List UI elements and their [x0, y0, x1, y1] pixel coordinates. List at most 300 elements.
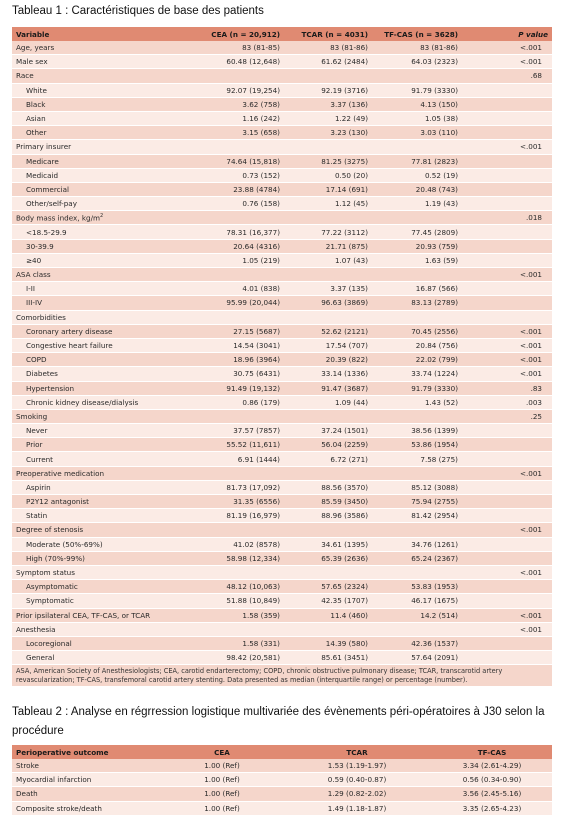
tcar-value — [284, 310, 372, 324]
table-row — [12, 367, 552, 381]
p-value: <.001 — [462, 608, 552, 622]
tcar-value: 20.39 (822) — [284, 353, 372, 367]
cea-value: 0.73 (152) — [190, 168, 284, 182]
tfcas-value: 3.34 (2.61-4.29) — [432, 759, 552, 773]
table-row — [12, 509, 552, 523]
cea-value: 98.42 (20,581) — [190, 651, 284, 665]
row-label: Degree of stenosis — [12, 523, 190, 537]
tfcas-value: 3.03 (110) — [372, 126, 462, 140]
tfcas-value: 77.81 (2823) — [372, 154, 462, 168]
row-label: Comorbidities — [12, 310, 190, 324]
table-row — [12, 140, 552, 154]
cea-value — [190, 211, 284, 225]
p-value: .25 — [462, 409, 552, 423]
tcar-value: 33.14 (1336) — [284, 367, 372, 381]
p-value — [462, 168, 552, 182]
table-row — [12, 452, 552, 466]
table-row — [12, 154, 552, 168]
cea-value: 20.64 (4316) — [190, 239, 284, 253]
tfcas-value: 83.13 (2789) — [372, 296, 462, 310]
table-row — [12, 268, 552, 282]
tfcas-value — [372, 409, 462, 423]
p-value: <.001 — [462, 367, 552, 381]
tcar-value — [284, 268, 372, 282]
tfcas-value: 38.56 (1399) — [372, 424, 462, 438]
tfcas-value: 1.05 (38) — [372, 111, 462, 125]
cea-value — [190, 622, 284, 636]
tcar-value: 37.24 (1501) — [284, 424, 372, 438]
table-row — [12, 253, 552, 267]
cea-value: 1.00 (Ref) — [162, 801, 282, 815]
table-row — [12, 310, 552, 324]
row-label: Male sex — [12, 55, 190, 69]
table-row — [12, 111, 552, 125]
p-value — [462, 111, 552, 125]
tfcas-value: 64.03 (2323) — [372, 55, 462, 69]
p-value — [462, 282, 552, 296]
row-label: Symptomatic — [12, 594, 190, 608]
cea-value: 1.58 (359) — [190, 608, 284, 622]
table-row — [12, 126, 552, 140]
row-label: ASA class — [12, 268, 190, 282]
tfcas-value — [372, 565, 462, 579]
cea-value: 1.16 (242) — [190, 111, 284, 125]
tfcas-value — [372, 268, 462, 282]
tcar-value — [284, 622, 372, 636]
tfcas-value: 91.79 (3330) — [372, 381, 462, 395]
tcar-value — [284, 523, 372, 537]
table1-header-row — [12, 27, 552, 41]
row-label: P2Y12 antagonist — [12, 495, 190, 509]
row-label-text: Body mass index, kg/m — [16, 213, 100, 223]
p-value — [462, 97, 552, 111]
row-label: ≥40 — [12, 253, 190, 267]
cea-value — [190, 268, 284, 282]
table-row — [12, 395, 552, 409]
p-value — [462, 182, 552, 196]
cea-value — [190, 69, 284, 83]
p-value: <.001 — [462, 466, 552, 480]
table2-caption: Tableau 2 : Analyse en régrression logistique multivariée des évènements péri-opératoires à J30 selon la procédure — [12, 706, 545, 737]
table-row — [12, 801, 552, 815]
tfcas-value: 20.48 (743) — [372, 182, 462, 196]
cea-value: 48.12 (10,063) — [190, 580, 284, 594]
p-value — [462, 83, 552, 97]
cea-value: 6.91 (1444) — [190, 452, 284, 466]
tfcas-value: 14.2 (514) — [372, 608, 462, 622]
p-value — [462, 154, 552, 168]
row-label: High (70%-99%) — [12, 551, 190, 565]
row-label: Statin — [12, 509, 190, 523]
tcar-value: 1.53 (1.19-1.97) — [282, 759, 432, 773]
table-row — [12, 651, 552, 665]
table1-footnote-row — [12, 665, 552, 687]
tfcas-value: 1.43 (52) — [372, 395, 462, 409]
table1-body — [12, 41, 552, 665]
header-tcar: TCAR (n = 4031) — [284, 27, 372, 41]
row-label: Asymptomatic — [12, 580, 190, 594]
cea-value: 81.19 (16,979) — [190, 509, 284, 523]
cea-value: 78.31 (16,377) — [190, 225, 284, 239]
tcar-value: 52.62 (2121) — [284, 324, 372, 338]
table-row — [12, 551, 552, 565]
table-row — [12, 338, 552, 352]
header-p-value: P value — [462, 27, 552, 41]
row-label: 30-39.9 — [12, 239, 190, 253]
header-tcar: TCAR — [282, 745, 432, 759]
cea-value: 1.00 (Ref) — [162, 787, 282, 801]
p-value — [462, 310, 552, 324]
tcar-value: 6.72 (271) — [284, 452, 372, 466]
table-row — [12, 409, 552, 423]
table-row — [12, 182, 552, 196]
tcar-value: 0.59 (0.40-0.87) — [282, 773, 432, 787]
row-label: Preoperative medication — [12, 466, 190, 480]
tcar-value — [284, 466, 372, 480]
cea-value: 81.73 (17,092) — [190, 480, 284, 494]
tfcas-value: 46.17 (1675) — [372, 594, 462, 608]
row-label: White — [12, 83, 190, 97]
table1-footnote: ASA, American Society of Anesthesiologists; CEA, carotid endarterectomy; COPD, chronic obstructive pulmonary disease; TCAR, transcarotid artery revascularization; TF-CAS, transfemoral carotid artery stenting. Data presented as median (interquartile range) or percentage (number). — [12, 665, 552, 687]
tfcas-value: 22.02 (799) — [372, 353, 462, 367]
p-value — [462, 509, 552, 523]
table-row — [12, 622, 552, 636]
regression-outcomes-table — [12, 745, 552, 816]
tfcas-value: 4.13 (150) — [372, 97, 462, 111]
cea-value — [190, 310, 284, 324]
tcar-value: 1.09 (44) — [284, 395, 372, 409]
tcar-value: 56.04 (2259) — [284, 438, 372, 452]
p-value — [462, 594, 552, 608]
row-label: Chronic kidney disease/dialysis — [12, 395, 190, 409]
tcar-value: 3.23 (130) — [284, 126, 372, 140]
tfcas-value: 1.63 (59) — [372, 253, 462, 267]
cea-value: 27.15 (5687) — [190, 324, 284, 338]
cea-value: 30.75 (6431) — [190, 367, 284, 381]
p-value — [462, 225, 552, 239]
tcar-value: 1.49 (1.18-1.87) — [282, 801, 432, 815]
cea-value: 0.76 (158) — [190, 197, 284, 211]
table-row — [12, 97, 552, 111]
tcar-value: 21.71 (875) — [284, 239, 372, 253]
tfcas-value: 53.83 (1953) — [372, 580, 462, 594]
tcar-value: 34.61 (1395) — [284, 537, 372, 551]
table-row — [12, 773, 552, 787]
p-value — [462, 651, 552, 665]
cea-value: 91.49 (19,132) — [190, 381, 284, 395]
cea-value: 31.35 (6556) — [190, 495, 284, 509]
cea-value: 1.00 (Ref) — [162, 759, 282, 773]
cea-value: 37.57 (7857) — [190, 424, 284, 438]
table-row — [12, 759, 552, 773]
tcar-value: 65.39 (2636) — [284, 551, 372, 565]
row-label: I-II — [12, 282, 190, 296]
tcar-value: 1.12 (45) — [284, 197, 372, 211]
cea-value: 95.99 (20,044) — [190, 296, 284, 310]
cea-value — [190, 140, 284, 154]
p-value — [462, 495, 552, 509]
row-label: Hypertension — [12, 381, 190, 395]
table2-header-row — [12, 745, 552, 759]
outcome-label: Death — [12, 787, 162, 801]
p-value: <.001 — [462, 324, 552, 338]
p-value — [462, 551, 552, 565]
tcar-value: 17.54 (707) — [284, 338, 372, 352]
p-value — [462, 253, 552, 267]
header-outcome: Perioperative outcome — [12, 745, 162, 759]
table-row — [12, 636, 552, 650]
outcome-label: Myocardial infarction — [12, 773, 162, 787]
row-label: Prior — [12, 438, 190, 452]
tcar-value: 85.61 (3451) — [284, 651, 372, 665]
cea-value — [190, 409, 284, 423]
table-row — [12, 580, 552, 594]
tcar-value: 81.25 (3275) — [284, 154, 372, 168]
row-label: General — [12, 651, 190, 665]
p-value: <.001 — [462, 523, 552, 537]
p-value: <.001 — [462, 140, 552, 154]
tfcas-value — [372, 69, 462, 83]
cea-value: 0.86 (179) — [190, 395, 284, 409]
tcar-value: 92.19 (3716) — [284, 83, 372, 97]
header-cea: CEA — [162, 745, 282, 759]
tfcas-value: 3.56 (2.45-5.16) — [432, 787, 552, 801]
tfcas-value: 20.93 (759) — [372, 239, 462, 253]
row-label: Commercial — [12, 182, 190, 196]
row-label: Symptom status — [12, 565, 190, 579]
header-tfcas: TF-CAS (n = 3628) — [372, 27, 462, 41]
tcar-value: 88.96 (3586) — [284, 509, 372, 523]
row-label: Other — [12, 126, 190, 140]
tfcas-value: 75.94 (2755) — [372, 495, 462, 509]
row-label: Black — [12, 97, 190, 111]
table-row — [12, 225, 552, 239]
cea-value: 1.05 (219) — [190, 253, 284, 267]
p-value — [462, 537, 552, 551]
p-value: .68 — [462, 69, 552, 83]
p-value — [462, 126, 552, 140]
table2-body — [12, 759, 552, 815]
row-label: Age, years — [12, 41, 190, 55]
tfcas-value: 16.87 (566) — [372, 282, 462, 296]
table-row — [12, 424, 552, 438]
row-label — [12, 211, 190, 225]
cea-value: 55.52 (11,611) — [190, 438, 284, 452]
tfcas-value — [372, 622, 462, 636]
row-label: Diabetes — [12, 367, 190, 381]
table-row — [12, 608, 552, 622]
p-value: <.001 — [462, 41, 552, 55]
row-label: Other/self-pay — [12, 197, 190, 211]
cea-value: 23.88 (4784) — [190, 182, 284, 196]
tcar-value: 3.37 (136) — [284, 97, 372, 111]
p-value: .003 — [462, 395, 552, 409]
tcar-value: 83 (81-86) — [284, 41, 372, 55]
p-value — [462, 197, 552, 211]
p-value: <.001 — [462, 622, 552, 636]
tfcas-value: 77.45 (2809) — [372, 225, 462, 239]
p-value: .83 — [462, 381, 552, 395]
table-row — [12, 537, 552, 551]
table-row — [12, 324, 552, 338]
table-row — [12, 787, 552, 801]
cea-value: 14.54 (3041) — [190, 338, 284, 352]
table-row — [12, 466, 552, 480]
tfcas-value: 65.24 (2367) — [372, 551, 462, 565]
row-label: Congestive heart failure — [12, 338, 190, 352]
header-tfcas: TF-CAS — [432, 745, 552, 759]
p-value — [462, 580, 552, 594]
tfcas-value — [372, 310, 462, 324]
row-label: Locoregional — [12, 636, 190, 650]
cea-value — [190, 523, 284, 537]
cea-value: 58.98 (12,334) — [190, 551, 284, 565]
row-label: Smoking — [12, 409, 190, 423]
cea-value: 18.96 (3964) — [190, 353, 284, 367]
cea-value: 74.64 (15,818) — [190, 154, 284, 168]
p-value: <.001 — [462, 565, 552, 579]
tcar-value: 1.07 (43) — [284, 253, 372, 267]
tcar-value: 1.22 (49) — [284, 111, 372, 125]
row-label: Asian — [12, 111, 190, 125]
cea-value: 83 (81-85) — [190, 41, 284, 55]
p-value: <.001 — [462, 338, 552, 352]
tcar-value — [284, 565, 372, 579]
tcar-value: 91.47 (3687) — [284, 381, 372, 395]
p-value — [462, 239, 552, 253]
tfcas-value: 7.58 (275) — [372, 452, 462, 466]
tfcas-value: 57.64 (2091) — [372, 651, 462, 665]
tcar-value — [284, 69, 372, 83]
table1-caption: Tableau 1 : Caractéristiques de base des patients — [12, 5, 264, 17]
cea-value: 3.62 (758) — [190, 97, 284, 111]
p-value — [462, 452, 552, 466]
p-value — [462, 296, 552, 310]
p-value: <.001 — [462, 268, 552, 282]
p-value — [462, 424, 552, 438]
row-label: Moderate (50%-69%) — [12, 537, 190, 551]
table-row — [12, 523, 552, 537]
tfcas-value: 34.76 (1261) — [372, 537, 462, 551]
tcar-value: 3.37 (135) — [284, 282, 372, 296]
p-value: .018 — [462, 211, 552, 225]
tcar-value — [284, 409, 372, 423]
table-row — [12, 438, 552, 452]
table-row — [12, 69, 552, 83]
tcar-value: 17.14 (691) — [284, 182, 372, 196]
cea-value: 3.15 (658) — [190, 126, 284, 140]
tfcas-value: 70.45 (2556) — [372, 324, 462, 338]
tcar-value: 42.35 (1707) — [284, 594, 372, 608]
table-row — [12, 282, 552, 296]
tcar-value: 96.63 (3869) — [284, 296, 372, 310]
row-label: Coronary artery disease — [12, 324, 190, 338]
table-row — [12, 55, 552, 69]
tfcas-value: 0.52 (19) — [372, 168, 462, 182]
tcar-value: 0.50 (20) — [284, 168, 372, 182]
p-value: <.001 — [462, 55, 552, 69]
tcar-value — [284, 140, 372, 154]
row-label-superscript: 2 — [100, 213, 104, 220]
tfcas-value: 1.19 (43) — [372, 197, 462, 211]
tcar-value: 1.29 (0.82-2.02) — [282, 787, 432, 801]
table-row — [12, 594, 552, 608]
cea-value: 51.88 (10,849) — [190, 594, 284, 608]
table-row — [12, 480, 552, 494]
header-variable: Variable — [12, 27, 190, 41]
row-label: Aspirin — [12, 480, 190, 494]
tcar-value: 14.39 (580) — [284, 636, 372, 650]
cea-value: 60.48 (12,648) — [190, 55, 284, 69]
table-row — [12, 41, 552, 55]
tcar-value: 77.22 (3112) — [284, 225, 372, 239]
row-label: Race — [12, 69, 190, 83]
cea-value — [190, 565, 284, 579]
cea-value: 92.07 (19,254) — [190, 83, 284, 97]
tfcas-value: 81.42 (2954) — [372, 509, 462, 523]
table-row — [12, 168, 552, 182]
tfcas-value: 85.12 (3088) — [372, 480, 462, 494]
row-label: III-IV — [12, 296, 190, 310]
outcome-label: Stroke — [12, 759, 162, 773]
row-label: COPD — [12, 353, 190, 367]
cea-value: 4.01 (838) — [190, 282, 284, 296]
tfcas-value — [372, 466, 462, 480]
tfcas-value: 20.84 (756) — [372, 338, 462, 352]
tfcas-value — [372, 211, 462, 225]
tfcas-value: 83 (81-86) — [372, 41, 462, 55]
p-value — [462, 438, 552, 452]
table-row — [12, 353, 552, 367]
p-value — [462, 636, 552, 650]
tfcas-value: 91.79 (3330) — [372, 83, 462, 97]
tcar-value: 61.62 (2484) — [284, 55, 372, 69]
outcome-label: Composite stroke/death — [12, 801, 162, 815]
row-label: Never — [12, 424, 190, 438]
table-row — [12, 239, 552, 253]
table-row — [12, 83, 552, 97]
table-row — [12, 495, 552, 509]
tfcas-value: 3.35 (2.65-4.23) — [432, 801, 552, 815]
tfcas-value: 0.56 (0.34-0.90) — [432, 773, 552, 787]
tfcas-value — [372, 523, 462, 537]
table-row — [12, 381, 552, 395]
header-cea: CEA (n = 20,912) — [190, 27, 284, 41]
tcar-value: 11.4 (460) — [284, 608, 372, 622]
tcar-value — [284, 211, 372, 225]
row-label: Current — [12, 452, 190, 466]
tfcas-value — [372, 140, 462, 154]
p-value — [462, 480, 552, 494]
cea-value: 1.00 (Ref) — [162, 773, 282, 787]
table-row — [12, 565, 552, 579]
p-value: <.001 — [462, 353, 552, 367]
cea-value: 41.02 (8578) — [190, 537, 284, 551]
tcar-value: 88.56 (3570) — [284, 480, 372, 494]
tcar-value: 57.65 (2324) — [284, 580, 372, 594]
cea-value: 1.58 (331) — [190, 636, 284, 650]
row-label: <18.5-29.9 — [12, 225, 190, 239]
tfcas-value: 42.36 (1537) — [372, 636, 462, 650]
row-label: Anesthesia — [12, 622, 190, 636]
row-label: Medicaid — [12, 168, 190, 182]
row-label: Prior ipsilateral CEA, TF-CAS, or TCAR — [12, 608, 190, 622]
baseline-characteristics-table — [12, 27, 552, 687]
row-label: Medicare — [12, 154, 190, 168]
tfcas-value: 53.86 (1954) — [372, 438, 462, 452]
table-row — [12, 211, 552, 225]
tfcas-value: 33.74 (1224) — [372, 367, 462, 381]
